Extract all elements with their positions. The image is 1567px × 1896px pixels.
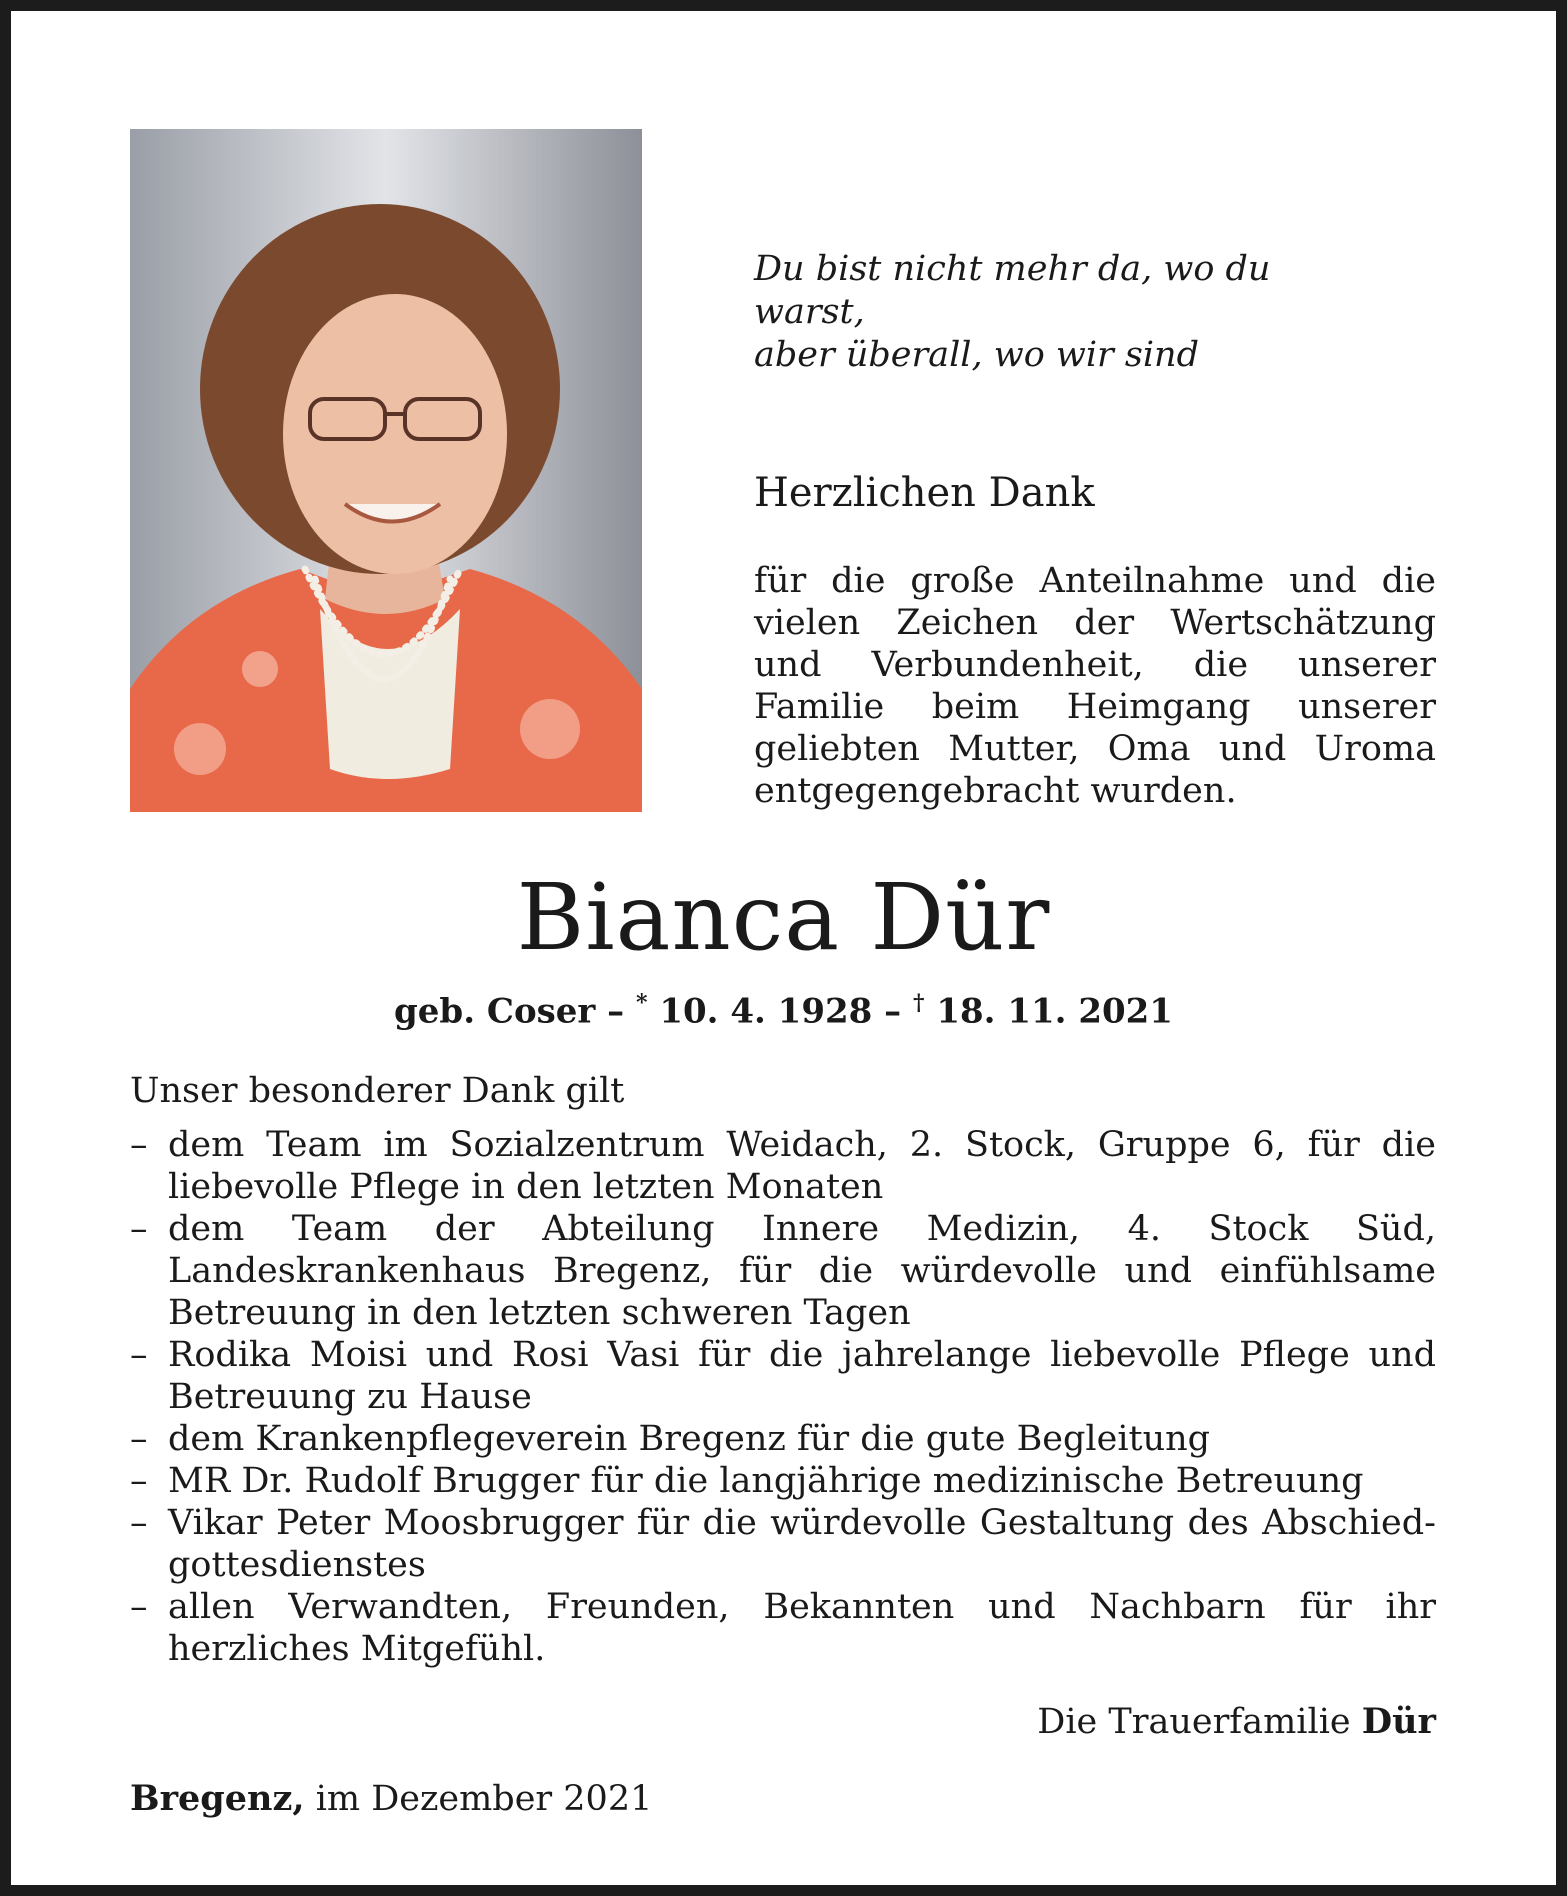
list-item: – dem Team im Sozialzentrum Weidach, 2. Stock, Gruppe 6, für die liebevolle Pflege in den letzten Monaten (130, 1124, 1436, 1208)
place-name: Bregenz, (130, 1778, 305, 1819)
quote-line-2: aber überall, wo wir sind (754, 335, 1200, 375)
quote-line-1: Du bist nicht mehr da, wo du warst, (754, 249, 1271, 332)
list-item: – Vikar Peter Moosbrugger für die würdevolle Gestaltung des Abschiedgottesdienstes (130, 1502, 1436, 1586)
family-signature (1037, 1701, 1436, 1742)
birth-name: geb. Coser (394, 991, 596, 1032)
list-item: – dem Krankenpflegeverein Bregenz für die gute Begleitung (130, 1418, 1436, 1460)
signature-prefix: Die Trauerfamilie (1037, 1702, 1351, 1742)
place-and-date (130, 1778, 652, 1819)
portrait-photo (130, 129, 642, 812)
thanks-heading: Herzlichen Dank (754, 470, 1095, 516)
death-date: 18. 11. 2021 (936, 991, 1173, 1032)
special-thanks-intro: Unser besonderer Dank gilt (130, 1071, 625, 1111)
birth-symbol: * (636, 990, 648, 1016)
list-item: – allen Verwandten, Freunden, Bekannten und Nachbarn für ihr herzliches Mitgefühl. (130, 1586, 1436, 1670)
thanks-body-text: für die große Anteilnahme und die vielen Zeichen der Wertschätzung und Verbundenheit, die unserer Familie beim Heimgang unserer geliebten Mutter, Oma und Uroma entgegengebracht wurden. (754, 561, 1436, 811)
death-symbol: † (913, 990, 925, 1016)
birth-date: 10. 4. 1928 (659, 991, 873, 1032)
special-thanks-list (130, 1124, 1436, 1670)
signature-family-name: Dür (1361, 1701, 1436, 1742)
date-text: im Dezember 2021 (315, 1779, 653, 1819)
deceased-name: Bianca Dür (516, 864, 1051, 971)
memorial-quote (754, 248, 1354, 377)
list-item: – Rodika Moisi und Rosi Vasi für die jahrelange liebevolle Pflege und Betreuung zu Hause (130, 1334, 1436, 1418)
list-item: – MR Dr. Rudolf Brugger für die langjährige medizinische Betreuung (130, 1460, 1436, 1502)
list-item: – dem Team der Abteilung Innere Medizin, 4. Stock Süd, Landeskrankenhaus Bregenz, für die würdevolle und einfühlsame Betreuung in den letzten schweren Tagen (130, 1208, 1436, 1334)
life-dates: geb. Coser – * 10. 4. 1928 – † 18. 11. 2021 (394, 990, 1173, 1032)
